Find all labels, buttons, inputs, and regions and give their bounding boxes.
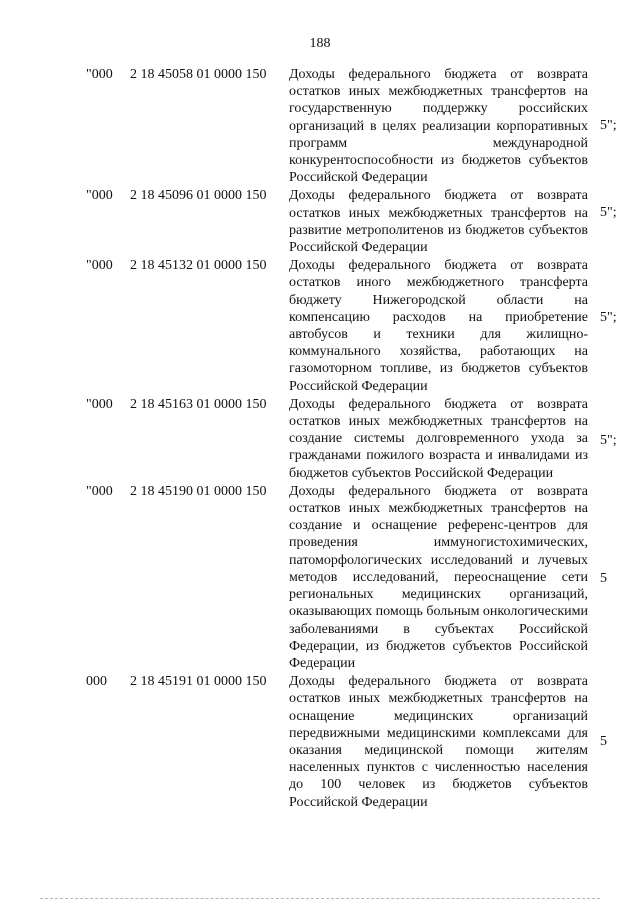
revenue-entry bbox=[0, 483, 640, 672]
revenue-entry bbox=[0, 257, 640, 395]
entry-admin-code: "000 bbox=[86, 483, 113, 499]
entry-admin-code: "000 bbox=[86, 396, 113, 412]
entry-budget-code: 2 18 45163 01 0000 150 bbox=[130, 396, 267, 412]
revenue-entry bbox=[0, 187, 640, 256]
entry-value: 5"; bbox=[600, 432, 617, 448]
entry-description: Доходы федерального бюджета от возврата остатков иных межбюджетных трансфертов на государственную поддержку российских организаций в целях реализации корпоративных программ международной конкурентоспособности из бюджетов субъектов Российской Федерации bbox=[289, 67, 588, 186]
entry-description: Доходы федерального бюджета от возврата остатков иных межбюджетных трансфертов на развитие метрополитенов из бюджетов субъектов Российской Федерации bbox=[289, 188, 588, 256]
entry-value: 5"; bbox=[600, 118, 617, 133]
entry-value: 5 bbox=[600, 570, 607, 586]
revenue-entry bbox=[0, 673, 640, 811]
entry-budget-code: 2 18 45132 01 0000 150 bbox=[130, 258, 267, 274]
entry-budget-code: 2 18 45058 01 0000 150 bbox=[130, 67, 267, 82]
entry-budget-code: 2 18 45096 01 0000 150 bbox=[130, 188, 267, 204]
entry-admin-code: "000 bbox=[86, 67, 113, 82]
entry-value: 5"; bbox=[600, 310, 617, 326]
page-number: 188 bbox=[309, 36, 331, 51]
entry-budget-code: 2 18 45191 01 0000 150 bbox=[130, 674, 267, 690]
entry-admin-code: "000 bbox=[86, 258, 113, 274]
entry-description: Доходы федерального бюджета от возврата остатков иных межбюджетных трансфертов на создание системы долговременного ухода за гражданами пожилого возраста и инвалидами из бюджетов субъектов Российской Федерации bbox=[289, 396, 588, 481]
entry-budget-code: 2 18 45190 01 0000 150 bbox=[130, 483, 267, 499]
entry-value: 5 bbox=[600, 734, 607, 750]
revenue-entries-list bbox=[0, 66, 640, 812]
entry-description: Доходы федерального бюджета от возврата остатков иных межбюджетных трансфертов на создание и оснащение референс-центров для проведения иммуногистохимических, патоморфологических исследований и лучевых методов исследований, переоснащение сети региональных медицинских организаций, оказывающих помощь больным онкологическими заболеваниями в субъектах Российской Федерации, из бюджетов субъектов Российской Федерации bbox=[289, 483, 589, 671]
entry-value: 5"; bbox=[600, 205, 617, 221]
revenue-entry bbox=[0, 66, 640, 186]
scan-bottom-edge bbox=[40, 898, 600, 899]
entry-admin-code: 000 bbox=[86, 674, 107, 690]
revenue-entry bbox=[0, 396, 640, 482]
entry-admin-code: "000 bbox=[86, 188, 113, 204]
entry-description: Доходы федерального бюджета от возврата остатков иных межбюджетных трансфертов на оснащение медицинских организаций передвижными медицинскими комплексами для оказания медицинской помощи жителям населенных пунктов с численностью населения до 100 человек из бюджетов субъектов Российской Федерации bbox=[289, 674, 588, 810]
entry-description: Доходы федерального бюджета от возврата остатков иного межбюджетного трансферта бюджету Нижегородской области на компенсацию расходов на приобретение автобусов и техники для жилищно-коммунального хозяйства, работающих на газомоторном топливе, из бюджетов субъектов Российской Федерации bbox=[289, 258, 588, 394]
